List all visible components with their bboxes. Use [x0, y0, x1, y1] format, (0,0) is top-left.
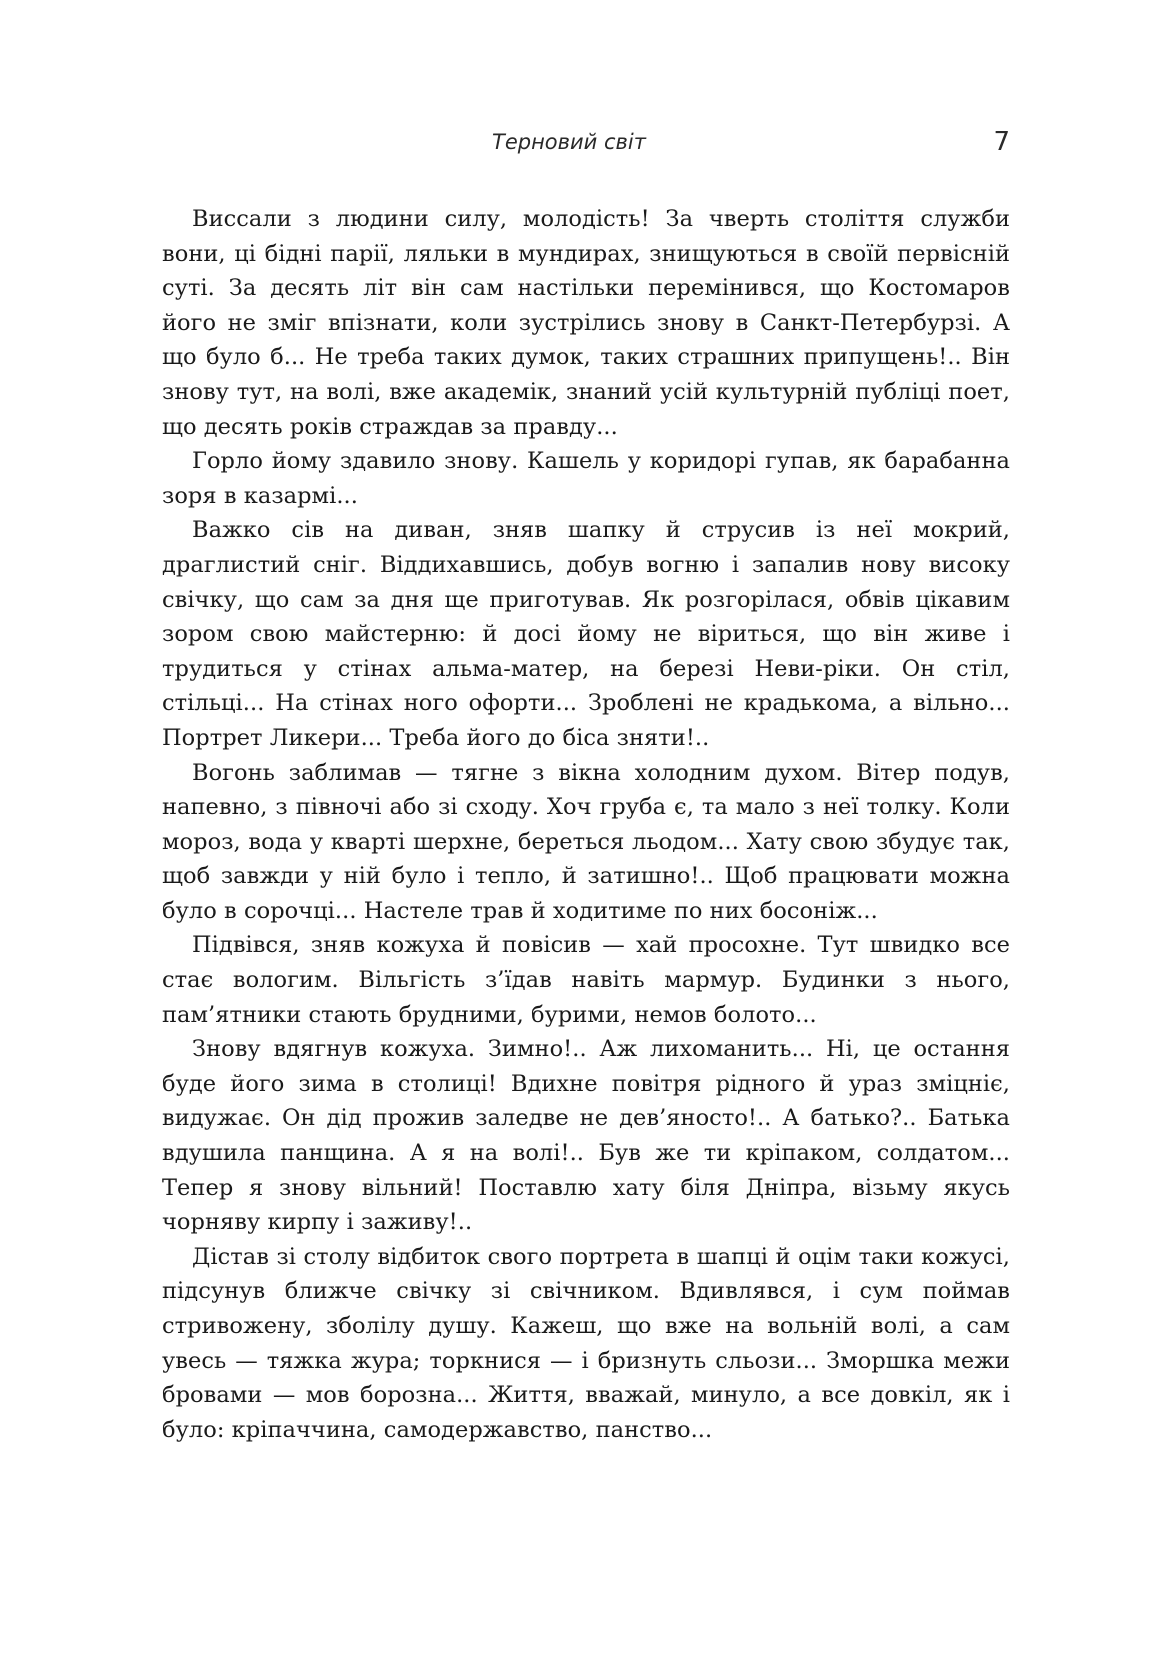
paragraph: Важко сів на диван, зняв шапку й струсив із неї мокрий, драглистий сніг. Віддихавшись, добув вогню і запалив нову високу свічку, що сам за дня ще приготував. Як розгорілася, обвів цікавим зором свою майстерню: й досі йому не віриться, що він живе і трудиться у стінах альма-матер, на березі Неви-ріки. Он стіл, стільці... На стінах ного офорти... Зроблені не крадькома, а вільно... Портрет Ликери... Треба його до біса зняти!.. [162, 517, 1010, 751]
paragraph: Горло йому здавило знову. Кашель у коридорі гупав, як барабанна зоря в казармі... [162, 448, 1010, 509]
paragraph: Виссали з людини силу, молодість! За чверть століття служби вони, ці бідні парії, ляльки в мундирах, знищуються в своїй первісній суті. За десять літ він сам настільки перемінився, що Костомаров його не зміг впізнати, коли зустрілись знову в Санкт-Петербурзі. А що було б... Не треба таких думок, таких страшних припущень!.. Він знову тут, на волі, вже академік, знаний усій культурній публіці поет, що десять років страждав за правду... [162, 206, 1010, 440]
paragraph: Знову вдягнув кожуха. Зимно!.. Аж лихоманить... Ні, це остання буде його зима в столиці! Вдихне повітря рідного й ураз зміцніє, видужає. Он дід прожив заледве не дев’яносто!.. А батько?.. Батька вдушила панщина. А я на волі!.. Був же ти кріпаком, солдатом... Тепер я знову вільний! Поставлю хату біля Дніпра, візьму якусь чорняву кирпу і заживу!.. [162, 1036, 1010, 1236]
book-page [162, 0, 1010, 1654]
paragraph: Вогонь заблимав — тягне з вікна холодним духом. Вітер подув, напевно, з півночі або зі сходу. Хоч груба є, та мало з неї толку. Коли мороз, вода у кварті шерхне, береться льодом... Хату свою збудує так, щоб завжди у ній було і тепло, й затишно!.. Щоб працювати можна було в сорочці... Настеле трав й ходитиме по них босоніж... [162, 759, 1010, 924]
running-head [162, 124, 1010, 160]
paragraph: Дістав зі столу відбиток свого портрета в шапці й оцім таки кожусі, підсунув ближче свічку зі свічником. Вдивлявся, і сум поймав стривожену, зболілу душу. Кажеш, що вже на вольній волі, а сам увесь — тяжка жура; торкнися — і бризнуть сльози... Зморшка межи бровами — мов борозна... Життя, вважай, минуло, а все довкіл, як і було: кріпаччина, самодержавство, панство... [162, 1243, 1010, 1443]
running-title: Терновий світ [492, 130, 646, 154]
page-number: 7 [993, 127, 1010, 157]
paragraph: Підвівся, зняв кожуха й повісив — хай просохне. Тут швидко все стає вологим. Вільгість з’їдав навіть мармур. Будинки з нього, пам’ятники стають брудними, бурими, немов болото... [162, 932, 1010, 1028]
body-text [162, 202, 1010, 1447]
